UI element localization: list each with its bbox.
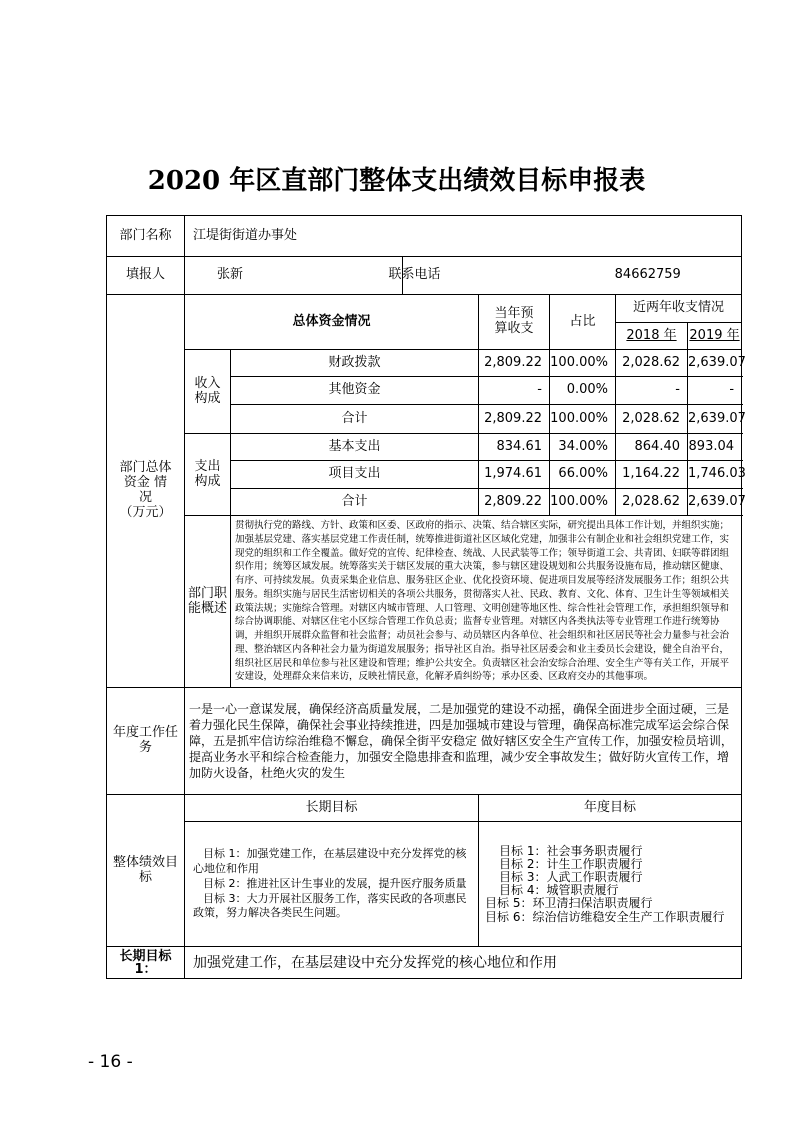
annual-goal-item: 目标 4：城管职责履行: [499, 883, 619, 898]
income-item-2018: 2,028.62: [616, 405, 688, 434]
year-2019-header: [688, 323, 742, 350]
annual-goal-item: 目标 1：社会事务职责履行: [499, 843, 643, 858]
long-goal-1-label: [107, 947, 185, 979]
income-item-2019: 2,639.07: [688, 405, 742, 434]
goals-header-row: [107, 795, 742, 822]
funds-label-line2: 资金 情: [123, 475, 168, 491]
current-budget-header: [479, 295, 550, 350]
income-item-2018: 2,028.62: [616, 350, 688, 377]
annual-tasks-label: 年度工作任务: [107, 688, 185, 795]
income-item-name: 合计: [231, 405, 479, 434]
income-item-current: 2,809.22: [479, 405, 550, 434]
overall-funds-header: 总体资金情况: [185, 295, 479, 350]
income-label: [185, 350, 231, 434]
expense-item-2018: 1,164.22: [616, 461, 688, 489]
year-2018-header: [616, 323, 688, 350]
annual-goal-item: 目标 3：人武工作职责履行: [499, 870, 643, 884]
year-2018-text: 2018 年: [626, 327, 677, 343]
funds-label-line3: 况: [138, 490, 152, 506]
long-goal-1-label-line1: 长期目标: [119, 948, 172, 964]
phone-value: 84662759: [614, 267, 681, 283]
income-label-line1: 收入: [194, 375, 221, 391]
annual-tasks-row: [107, 688, 742, 795]
income-item-name: 财政拨款: [231, 350, 479, 377]
page-number: - 16 -: [88, 1052, 133, 1072]
goals-row: [107, 822, 742, 947]
income-item-2018: -: [616, 377, 688, 405]
expense-item-name: 合计: [231, 489, 479, 516]
expense-label-line1: 支出: [194, 458, 221, 474]
annual-goal-item: 目标 6：综治信访维稳安全生产工作职责履行: [485, 909, 725, 924]
income-item-current: 2,809.22: [479, 350, 550, 377]
goals-label: 整体绩效目标: [107, 795, 185, 947]
expense-item-2019: 2,639.07: [688, 489, 742, 516]
income-label-line2: 构成: [194, 390, 221, 406]
funds-label-line1: 部门总体: [119, 460, 172, 476]
long-goal-item: 目标 3：大力开展社区服务工作，落实民政的各项惠民政策，努力解决各类民生问题。: [193, 891, 467, 920]
expense-item-name: 基本支出: [231, 434, 479, 461]
expense-item-name: 项目支出: [231, 461, 479, 489]
funds-header-row1: [107, 295, 742, 323]
annual-goals-header: 年度目标: [479, 795, 742, 822]
performance-table: [106, 215, 746, 979]
long-goals: [185, 822, 479, 947]
year-2019-text: 2019 年: [689, 327, 740, 343]
dept-row: [107, 216, 742, 257]
income-item-name: 其他资金: [231, 377, 479, 405]
long-goal-item: 目标 2：推进社区计生事业的发展，提升医疗服务质量: [203, 876, 467, 890]
expense-row: [107, 434, 742, 461]
annual-goals: [479, 822, 742, 947]
expense-item-current: 2,809.22: [479, 489, 550, 516]
expense-item-2018: 2,028.62: [616, 489, 688, 516]
income-item-2019: 2,639.07: [688, 350, 742, 377]
income-item-2019: -: [688, 377, 742, 405]
expense-item-2019: 1,746.03: [688, 461, 742, 489]
income-item-ratio: 100.00%: [550, 405, 616, 434]
funds-section-label: [107, 295, 185, 688]
duties-row: [107, 516, 742, 688]
expense-item-2019: 893.04: [688, 434, 742, 461]
long-goals-header: 长期目标: [185, 795, 479, 822]
long-goal-1-text: 加强党建工作，在基层建设中充分发挥党的核心地位和作用: [185, 947, 742, 979]
duties-text: 贯彻执行党的路线、方针、政策和区委、区政府的指示、决策、结合辖区实际，研究提出具体工作计划，并组织实施；加强基层党建、落实基层党建工作责任制，统筹推进街道社区区域化党建，加强非公有制企业和社会组织党建工作，实现党的组织和工作全覆盖。做好党的宣传、纪律检查、统战、人民武装等工作；领导街道工会、共青团、妇联等群团组织作用；统筹区域发展。统筹落实关于辖区发展的重大决策，参与辖区建设规划和公共服务设施布局，推动辖区健康、有序、可持续发展。负责采集企业信息、服务驻区企业、优化投资环境、促进项目发展等经济发展服务工作；组织公共服务。组织实施与居民生活密切相关的各项公共服务，贯彻落实人社、民政、教育、文化、体育、卫生计生等领域相关政策法规；实施综合管理。对辖区内城市管理、人口管理、文明创建等地区性、综合性社会管理工作，承担组织领导和综合协调职能、对辖区住宅小区综合管理工作负总责；监督专业管理。对辖区内各类执法等专业管理工作进行统筹协调，并组织开展群众监督和社会监督；动员社会参与、动员辖区内各单位、社会组织和社区居民等社会力量参与社会治理、整治辖区内各种社会力量为街道发展服务；指导社区自治。指导社区居委会和业主委员长会建设，健全自治平台，组织社区居民和单位参与社区建设和管理；维护公共安全。负责辖区社会治安综合治理、安全生产等有关工作，开展平安建设，处理群众来信来访，反映社情民意，化解矛盾纠纷等；承办区委、区政府交办的其他事项。: [231, 516, 742, 688]
funds-label-line4: （万元）: [119, 505, 172, 521]
annual-goal-item: 目标 5：环卫清扫保洁职责履行: [485, 896, 653, 911]
dept-value: 江堤街街道办事处: [185, 216, 742, 257]
recent-header: 近两年收支情况: [616, 295, 742, 323]
expense-item-2018: 864.40: [616, 434, 688, 461]
current-header-line1: 当年预: [494, 306, 534, 322]
expense-item-ratio: 66.00%: [550, 461, 616, 489]
expense-label: [185, 434, 231, 516]
long-goal-1-label-line2: 1：: [134, 961, 157, 977]
annual-tasks-text: 一是一心一意谋发展，确保经济高质量发展，二是加强党的建设不动摇，确保全面进步全面过硬，三是着力强化民生保障，确保社会事业持续推进，四是加强城市建设与管理，确保高标准完成军运会综合保障，五是抓牢信访综治维稳不懈怠，确保全街平安稳定 做好辖区安全生产宣传工作，加强安检员培训，提高业务水平和综合检查能力，加强安全隐患排查和监理，减少安全事故发生；做好防火宣传工作，增加防火设备，杜绝火灾的发生: [185, 688, 742, 795]
page-title: 2020 年区直部门整体支出绩效目标申报表: [147, 166, 646, 196]
expense-item-ratio: 100.00%: [550, 489, 616, 516]
income-item-ratio: 0.00%: [550, 377, 616, 405]
expense-item-current: 834.61: [479, 434, 550, 461]
ratio-header: 占比: [550, 295, 616, 350]
annual-goal-item: 目标 2：计生工作职责履行: [499, 856, 643, 871]
filler-row: [107, 257, 742, 295]
expense-label-line2: 构成: [194, 473, 221, 489]
dept-label: 部门名称: [107, 216, 185, 257]
filler-phone: [388, 257, 742, 295]
long-goal-1-row: [107, 947, 742, 979]
income-item-ratio: 100.00%: [550, 350, 616, 377]
current-header-line2: 算收支: [494, 321, 534, 336]
phone-label: 联系电话: [388, 267, 441, 283]
income-item-current: -: [479, 377, 550, 405]
duties-label: 部门职能概述: [185, 516, 231, 688]
filler-label: 填报人: [107, 257, 185, 295]
expense-item-ratio: 34.00%: [550, 434, 616, 461]
long-goal-item: 目标 1：加强党建工作，在基层建设中充分发挥党的核心地位和作用: [193, 847, 467, 875]
income-row: [107, 350, 742, 377]
expense-item-current: 1,974.61: [479, 461, 550, 489]
filler-name: 张新: [185, 257, 403, 295]
